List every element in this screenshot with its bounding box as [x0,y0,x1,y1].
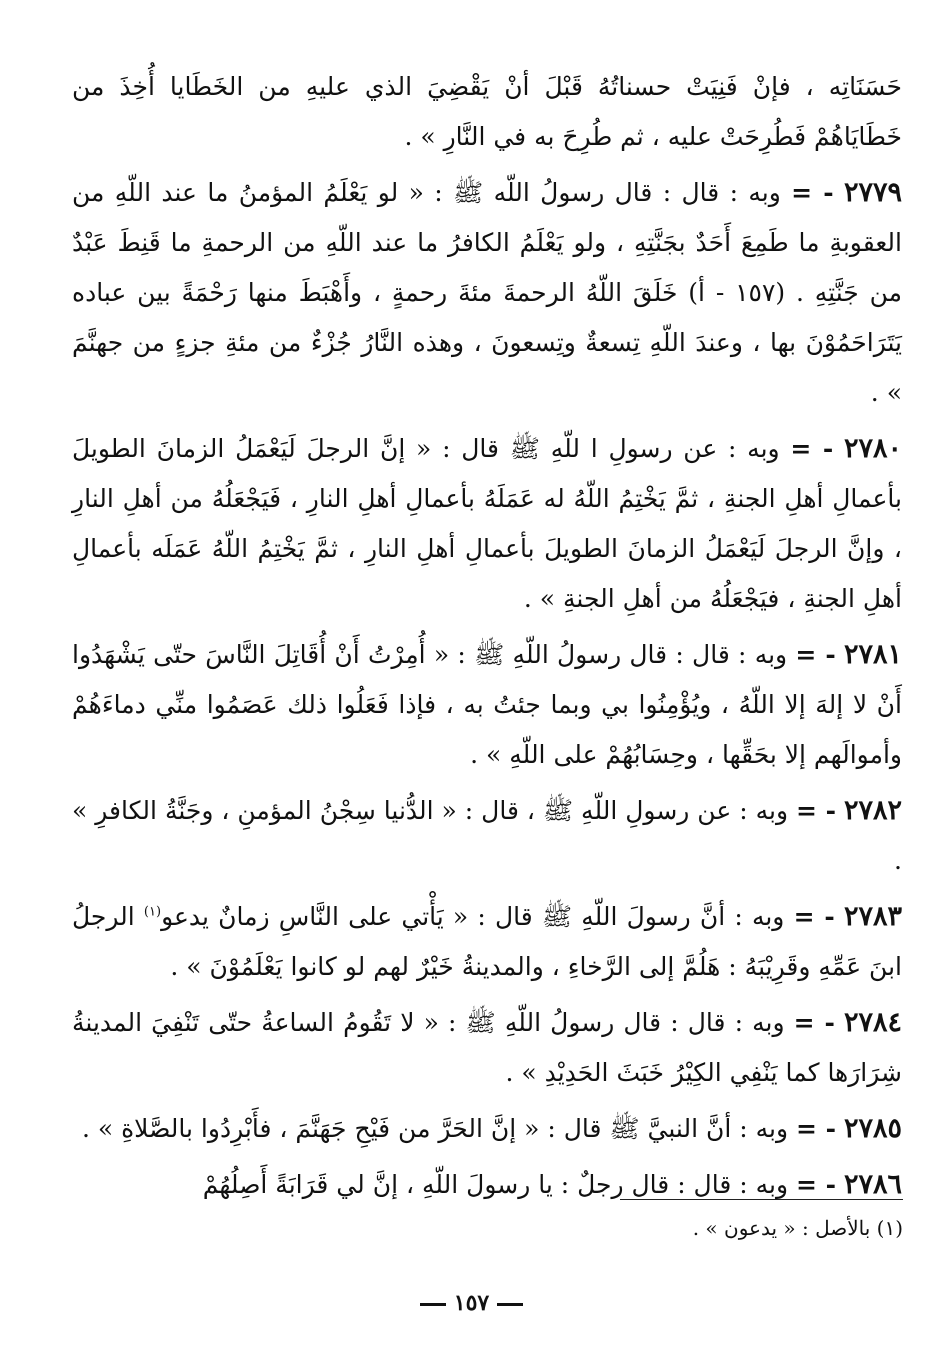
hadith-2786 [72,1160,902,1210]
hadith-number: ٢٧٨١ [843,639,902,670]
page-number-dash [497,1303,523,1306]
hadith-dash: - = [791,178,834,207]
hadith-number: ٢٧٧٩ [843,177,902,208]
hadith-text: وبه : عن رسولِ اللّهِ ﷺ ، قال : « الدُّنيا سِجْنُ المؤمنِ ، وجَنَّةُ الكافرِ » . [72,796,902,875]
continuation-paragraph: حَسَنَاتِه ، فإنْ فَنِيَتْ حسناتُهُ قَبْلَ أنْ يَقْضِيَ الذي عليهِ من الخَطَايا أُخِذَ من خَطَايَاهُمْ فَطُرِحَتْ عليه ، ثم طُرِحَ به في النَّارِ » . [72,72,902,151]
hadith-2785 [72,1104,902,1154]
footnote: (١) بالأصل : « يدعون » . [692,1216,903,1240]
hadith-dash: - = [796,1170,837,1199]
hadith-dash: - = [793,1008,835,1037]
hadith-dash: - = [790,434,834,463]
hadith-dash: - = [795,796,837,825]
footnote-divider [620,1199,903,1200]
hadith-text: وبه : قال : قال رسولُ اللّهِ ﷺ : « لا تَقُومُ الساعةُ حتّى تَنْفِيَ المدينةُ شِرَارَها كما يَنْفِي الكِيْرُ خَبَثَ الحَدِيْدِ » . [72,1008,902,1087]
hadith-2781 [72,630,902,780]
page-number-area [0,1290,943,1316]
hadith-text: وبه : قال : قال رسولُ اللّهِ ﷺ : « أُمِرْتُ أَنْ أُقَاتِلَ النَّاسَ حتّى يَشْهَدُوا أَنْ لا إلهَ إلا اللّهُ ، ويُؤْمِنُوا بي وبما جئتُ به ، فإذا فَعَلُوا ذلك عَصَمُوا منِّي دماءَهُمْ وأموالَهم إلا بحَقِّها ، وحِسَابُهُمْ على اللّهِ » . [72,640,902,769]
hadith-2783 [72,892,902,992]
hadith-text: وبه : عن رسولِ ا للّهِ ﷺ قال : « إنَّ الرجلَ لَيَعْمَلُ الزمانَ الطويلَ بأعمالِ أهلِ الجنةِ ، ثمَّ يَخْتِمُ اللّهُ له عَمَلَهُ بأعمالِ أهلِ النارِ ، فَيَجْعَلُهُ من أهلِ النارِ ، وإنَّ الرجلَ لَيَعْمَلُ الزمانَ الطويلَ بأعمالِ أهلِ النارِ ، ثمَّ يَخْتِمُ اللّهُ عَمَلَه بأعمالِ أهلِ الجنةِ ، فيَجْعَلُهُ من أهلِ الجنةِ » . [72,434,902,613]
hadith-text: وبه : أنَّ رسولَ اللّهِ ﷺ قال : « يَأْتي على النَّاسِ زمانٌ يدعو [161,902,785,931]
hadith-number: ٢٧٨٦ [843,1169,902,1200]
hadith-number: ٢٧٨٤ [843,1007,902,1038]
footnote-marker: (١) [143,904,162,920]
hadith-number: ٢٧٨٠ [844,433,903,464]
hadith-2782 [72,786,902,886]
hadith-dash: - = [796,1114,837,1143]
hadith-number: ٢٧٨٥ [843,1113,902,1144]
hadith-number: ٢٧٨٣ [843,901,902,932]
hadith-2780 [72,424,902,624]
hadith-dash: - = [793,902,835,931]
page-number: ١٥٧ [453,1290,490,1316]
main-text [72,62,902,1210]
hadith-2779 [72,168,902,418]
hadith-text: وبه : قال : قال رسولُ اللّه ﷺ : « لو يَعْلَمُ المؤمنُ ما عند اللّهِ من العقوبةِ ما طَمِعَ أَحَدٌ بجَنَّتِهِ ، ولو يَعْلَمُ الكافرُ ما عند اللّهِ من الرحمةِ ما قَنِطَ عَبْدٌ من جَنَّتِهِ . (١٥٧ - أ) خَلَقَ اللّهُ الرحمةَ مئةَ رحمةٍ ، وأَهْبَطَ منها رَحْمَةً بين عباده يَتَرَاحَمُوْنَ بها ، وعندَ اللّهِ تِسعةٌ وتِسعونَ ، وهذه النَّارُ جُزْءٌ من مئةِ جزءٍ من جهنَّمَ » . [72,178,902,407]
hadith-number: ٢٧٨٢ [844,795,903,826]
hadith-2784 [72,998,902,1098]
page-number-dash [420,1303,446,1306]
hadith-text-continued: الرجلُ ابنَ عَمِّهِ وقَرِيْبَهُ : هَلُمَّ إلى الرَّخاءِ ، والمدينةُ خَيْرٌ لهم لو كانوا يَعْلَمُوْنَ » . [72,902,902,981]
hadith-text: وبه : قال : قال رجلٌ : يا رسولَ اللّهِ ، إنَّ لي قَرَابَةً أَصِلُهُمْ [202,1170,789,1199]
hadith-text: وبه : أنَّ النبيَّ ﷺ قال : « إنَّ الحَرَّ من فَيْحِ جَهَنَّمَ ، فأَبْرِدُوا بالصَّلاةِ » . [81,1114,789,1143]
hadith-dash: - = [795,640,836,669]
